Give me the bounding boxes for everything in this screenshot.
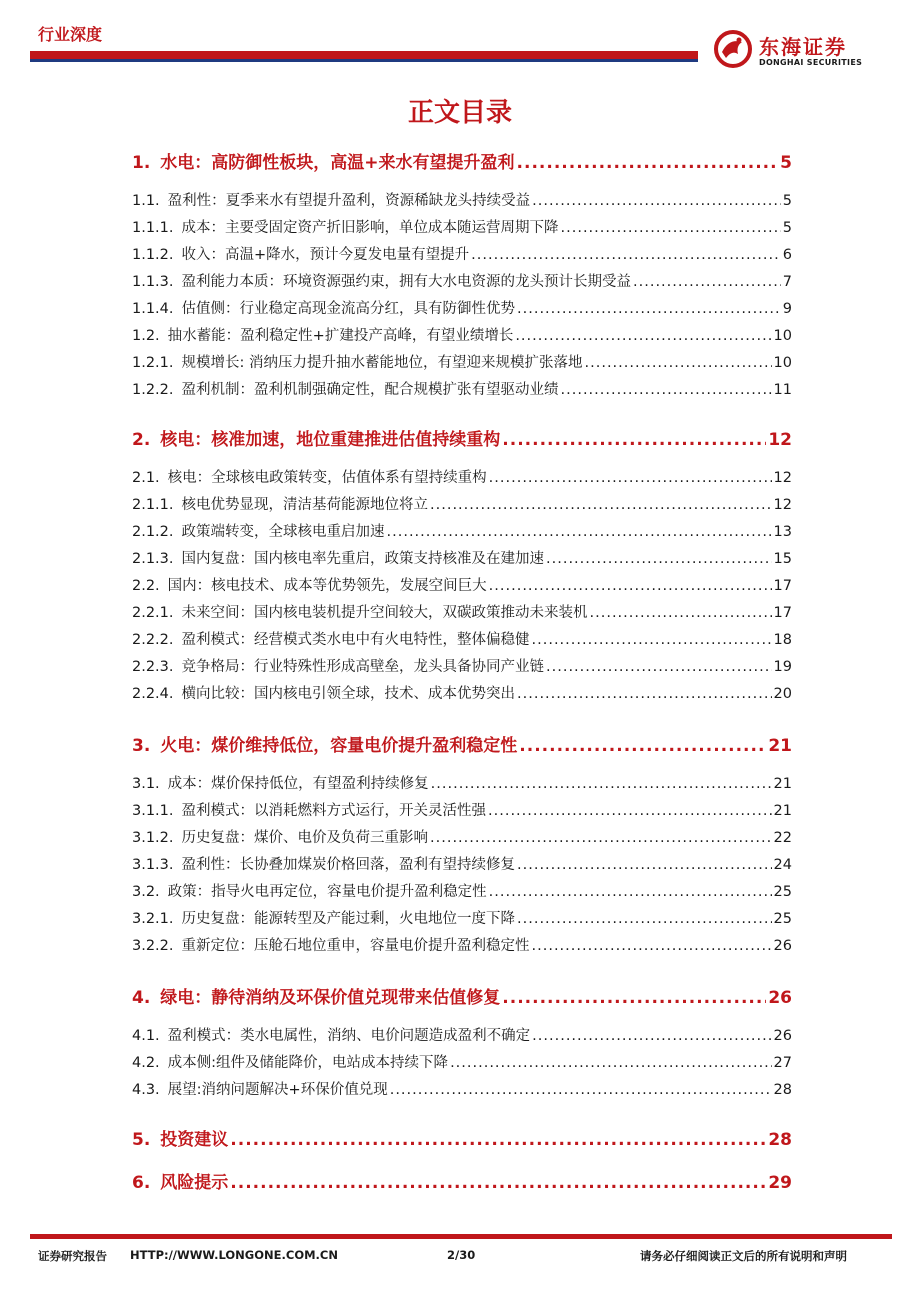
- toc-entry-page: 17: [773, 578, 792, 594]
- toc-dot-leader: [519, 736, 766, 756]
- toc-entry[interactable]: [132, 378, 792, 399]
- toc-dot-leader: [230, 1130, 766, 1150]
- toc-dot-leader: [489, 578, 772, 594]
- toc-entry-number: 2.1.1.: [132, 497, 174, 513]
- toc-entry-page: 21: [768, 736, 792, 756]
- toc-entry-number: 2.2.: [132, 578, 160, 594]
- toc-entry-title: 风险提示: [160, 1173, 229, 1193]
- toc-entry-number: 4.: [132, 988, 151, 1008]
- toc-dot-leader: [431, 776, 772, 792]
- toc-entry-number: 4.1.: [132, 1028, 160, 1044]
- logo-english-name: DONGHAI SECURITIES: [759, 58, 863, 67]
- toc-entry-title: 竞争格局：行业特殊性形成高壁垒，龙头具备协同产业链: [181, 659, 545, 675]
- toc-entry-page: 28: [773, 1082, 792, 1098]
- toc-entry[interactable]: [132, 351, 792, 372]
- toc-dot-leader: [450, 1055, 771, 1071]
- header-red-bar: [30, 51, 698, 59]
- toc-dot-leader: [387, 524, 772, 540]
- toc-entry-title: 估值侧：行业稳定高现金流高分红，具有防御性优势: [181, 301, 516, 317]
- footer-url[interactable]: HTTP://WWW.LONGONE.COM.CN: [130, 1248, 338, 1262]
- toc-entry-page: 7: [782, 274, 792, 290]
- toc-entry-title: 绿电：静待消纳及环保价值兑现带来估值修复: [160, 988, 501, 1008]
- footer-page-number: 2/30: [447, 1248, 476, 1262]
- toc-entry-title: 水电：高防御性板块，高温+来水有望提升盈利: [160, 153, 515, 173]
- toc-entry-number: 1.1.1.: [132, 220, 174, 236]
- toc-entry[interactable]: [132, 466, 792, 487]
- toc-dot-leader: [532, 632, 772, 648]
- toc-entry-title: 盈利模式：以消耗燃料方式运行，开关灵活性强: [181, 803, 487, 819]
- toc-entry-title: 横向比较：国内核电引领全球，技术、成本优势突出: [181, 686, 516, 702]
- toc-entry-title: 盈利能力本质：环境资源强约束，拥有大水电资源的龙头预计长期受益: [181, 274, 632, 290]
- toc-entry-page: 12: [773, 497, 792, 513]
- toc-entry-number: 1.1.4.: [132, 301, 174, 317]
- footer-disclaimer: 请务必仔细阅读正文后的所有说明和声明: [640, 1249, 847, 1263]
- toc-entry-page: 20: [773, 686, 792, 702]
- toc-dot-leader: [532, 938, 772, 954]
- toc-entry-page: 27: [773, 1055, 792, 1071]
- toc-entry-title: 核电优势显现，清洁基荷能源地位将立: [181, 497, 429, 513]
- toc-entry-number: 3.1.2.: [132, 830, 174, 846]
- logo-chinese-name: 东海证券: [759, 35, 847, 59]
- toc-dot-leader: [517, 911, 772, 927]
- toc-dot-leader: [633, 274, 781, 290]
- toc-entry-page: 24: [773, 857, 792, 873]
- toc-entry-page: 19: [773, 659, 792, 675]
- toc-dot-leader: [430, 497, 772, 513]
- toc-entry-number: 6.: [132, 1173, 151, 1193]
- toc-entry-page: 28: [768, 1130, 792, 1150]
- toc-entry[interactable]: [132, 1078, 792, 1099]
- footer-report-type: 证券研究报告: [38, 1249, 107, 1263]
- toc-entry-number: 3.2.2.: [132, 938, 174, 954]
- header-tag: 行业深度: [38, 25, 103, 44]
- toc-entry[interactable]: [132, 547, 792, 568]
- toc-dot-leader: [585, 355, 772, 371]
- toc-entry-page: 25: [773, 911, 792, 927]
- toc-entry-page: 12: [773, 470, 792, 486]
- toc-entry-page: 26: [773, 938, 792, 954]
- toc-entry[interactable]: [132, 682, 792, 703]
- toc-dot-leader: [517, 301, 781, 317]
- toc-entry-number: 2.1.: [132, 470, 160, 486]
- toc-entry[interactable]: [132, 601, 792, 622]
- toc-dot-leader: [471, 247, 781, 263]
- toc-entry-title: 收入：高温+降水，预计今夏发电量有望提升: [181, 247, 470, 263]
- dragon-logo-icon: [712, 28, 754, 70]
- toc-entry-title: 政策端转变，全球核电重启加速: [181, 524, 385, 540]
- toc-entry[interactable]: [132, 799, 792, 820]
- toc-entry-number: 2.2.1.: [132, 605, 174, 621]
- footer-red-line: [30, 1238, 892, 1239]
- toc-entry-number: 5.: [132, 1130, 151, 1150]
- toc-entry[interactable]: [132, 772, 792, 793]
- toc-entry-number: 3.: [132, 736, 151, 756]
- toc-entry-title: 盈利性：长协叠加煤炭价格回落，盈利有望持续修复: [181, 857, 516, 873]
- toc-entry-page: 15: [773, 551, 792, 567]
- toc-entry-number: 3.1.: [132, 776, 160, 792]
- toc-entry[interactable]: [132, 189, 792, 210]
- toc-entry-number: 1.1.2.: [132, 247, 174, 263]
- toc-entry-number: 4.3.: [132, 1082, 160, 1098]
- toc-entry[interactable]: [132, 853, 792, 874]
- toc-entry-title: 火电：煤价维持低位，容量电价提升盈利稳定性: [160, 736, 518, 756]
- toc-entry-number: 2.2.3.: [132, 659, 174, 675]
- toc-entry-page: 9: [782, 301, 792, 317]
- toc-entry[interactable]: [132, 297, 792, 318]
- toc-dot-leader: [561, 220, 781, 236]
- toc-entry-number: 2.2.2.: [132, 632, 174, 648]
- toc-entry-page: 22: [773, 830, 792, 846]
- toc-dot-leader: [489, 470, 772, 486]
- toc-entry-page: 26: [773, 1028, 792, 1044]
- toc-entry[interactable]: [132, 934, 792, 955]
- toc-entry-page: 11: [773, 382, 792, 398]
- toc-entry[interactable]: [132, 425, 792, 450]
- toc-entry-number: 1.2.1.: [132, 355, 174, 371]
- toc-dot-leader: [515, 328, 771, 344]
- toc-entry-title: 未来空间：国内核电装机提升空间较大，双碳政策推动未来装机: [181, 605, 588, 621]
- toc-entry-title: 成本：主要受固定资产折旧影响，单位成本随运营周期下降: [181, 220, 559, 236]
- toc-entry[interactable]: [132, 1051, 792, 1072]
- toc-entry-page: 5: [780, 153, 792, 173]
- toc-dot-leader: [590, 605, 772, 621]
- toc-entry[interactable]: [132, 148, 792, 173]
- toc-entry-number: 3.2.1.: [132, 911, 174, 927]
- toc-entry-title: 历史复盘：煤价、电价及负荷三重影响: [181, 830, 429, 846]
- toc-entry[interactable]: [132, 655, 792, 676]
- toc-entry-title: 核电：核准加速，地位重建推进估值持续重构: [160, 430, 501, 450]
- toc-entry[interactable]: [132, 826, 792, 847]
- toc-entry-number: 2.1.3.: [132, 551, 174, 567]
- toc-entry-page: 25: [773, 884, 792, 900]
- header-blue-bar: [30, 59, 698, 62]
- toc-entry-title: 展望:消纳问题解决+环保价值兑现: [167, 1082, 388, 1098]
- toc-entry[interactable]: [132, 493, 792, 514]
- toc-entry[interactable]: [132, 1168, 792, 1193]
- toc-entry-title: 成本侧:组件及储能降价，电站成本持续下降: [167, 1055, 449, 1071]
- toc-entry-number: 3.1.1.: [132, 803, 174, 819]
- toc-dot-leader: [430, 830, 772, 846]
- toc-entry-page: 10: [773, 328, 792, 344]
- toc-dot-leader: [502, 988, 766, 1008]
- toc-entry-page: 6: [782, 247, 792, 263]
- toc-entry-number: 1.: [132, 153, 151, 173]
- toc-entry-number: 1.2.: [132, 328, 160, 344]
- toc-title: 正文目录: [407, 98, 512, 128]
- toc-entry-title: 国内复盘：国内核电率先重启，政策支持核准及在建加速: [181, 551, 545, 567]
- toc-dot-leader: [489, 884, 772, 900]
- toc-entry-number: 1.1.3.: [132, 274, 174, 290]
- toc-dot-leader: [517, 857, 772, 873]
- toc-entry[interactable]: [132, 880, 792, 901]
- toc-entry-page: 21: [773, 803, 792, 819]
- toc-entry-title: 盈利模式：类水电属性，消纳、电价问题造成盈利不确定: [167, 1028, 531, 1044]
- toc-entry-page: 18: [773, 632, 792, 648]
- toc-entry[interactable]: [132, 520, 792, 541]
- toc-dot-leader: [532, 1028, 771, 1044]
- donghai-logo: [712, 28, 892, 72]
- toc-entry-title: 投资建议: [160, 1130, 229, 1150]
- toc-entry-title: 核电：全球核电政策转变，估值体系有望持续重构: [167, 470, 487, 486]
- toc-dot-leader: [390, 1082, 772, 1098]
- toc-entry[interactable]: [132, 324, 792, 345]
- toc-entry-title: 盈利模式：经营模式类水电中有火电特性，整体偏稳健: [181, 632, 530, 648]
- toc-dot-leader: [502, 430, 766, 450]
- toc-dot-leader: [517, 153, 779, 173]
- toc-entry-title: 盈利性：夏季来水有望提升盈利，资源稀缺龙头持续受益: [167, 193, 531, 209]
- toc-entry[interactable]: [132, 1125, 792, 1150]
- toc-entry-title: 盈利机制：盈利机制强确定性，配合规模扩张有望驱动业绩: [181, 382, 559, 398]
- toc-entry-number: 2.1.2.: [132, 524, 174, 540]
- toc-entry[interactable]: [132, 983, 792, 1008]
- toc-entry-title: 重新定位：压舱石地位重申，容量电价提升盈利稳定性: [181, 938, 530, 954]
- toc-entry[interactable]: [132, 907, 792, 928]
- toc-entry[interactable]: [132, 216, 792, 237]
- toc-entry-page: 29: [768, 1173, 792, 1193]
- toc-entry[interactable]: [132, 731, 792, 756]
- toc-dot-leader: [230, 1173, 766, 1193]
- toc-entry-page: 17: [773, 605, 792, 621]
- toc-entry-number: 3.2.: [132, 884, 160, 900]
- toc-entry-title: 政策：指导火电再定位，容量电价提升盈利稳定性: [167, 884, 487, 900]
- toc-dot-leader: [517, 686, 772, 702]
- toc-entry-page: 26: [768, 988, 792, 1008]
- toc-entry-page: 12: [768, 430, 792, 450]
- toc-entry-number: 4.2.: [132, 1055, 160, 1071]
- toc-entry-title: 规模增长: 消纳压力提升抽水蓄能地位，有望迎来规模扩张落地: [181, 355, 583, 371]
- toc-entry[interactable]: [132, 574, 792, 595]
- toc-entry-title: 国内：核电技术、成本等优势领先，发展空间巨大: [167, 578, 487, 594]
- toc-entry-page: 13: [773, 524, 792, 540]
- toc-entry[interactable]: [132, 243, 792, 264]
- toc-dot-leader: [546, 551, 772, 567]
- toc-dot-leader: [561, 382, 772, 398]
- toc-entry-number: 2.2.4.: [132, 686, 174, 702]
- toc-entry[interactable]: [132, 628, 792, 649]
- toc-entry-number: 3.1.3.: [132, 857, 174, 873]
- toc-entry-title: 抽水蓄能：盈利稳定性+扩建投产高峰，有望业绩增长: [167, 328, 514, 344]
- toc-entry-number: 1.1.: [132, 193, 160, 209]
- toc-entry-title: 成本：煤价保持低位，有望盈利持续修复: [167, 776, 429, 792]
- toc-dot-leader: [532, 193, 781, 209]
- toc-entry-number: 2.: [132, 430, 151, 450]
- toc-dot-leader: [488, 803, 772, 819]
- toc-entry[interactable]: [132, 1024, 792, 1045]
- toc-entry-page: 5: [782, 220, 792, 236]
- toc-entry-page: 5: [782, 193, 792, 209]
- toc-entry-page: 10: [773, 355, 792, 371]
- toc-entry-page: 21: [773, 776, 792, 792]
- toc-entry-number: 1.2.2.: [132, 382, 174, 398]
- toc-dot-leader: [546, 659, 772, 675]
- toc-entry-title: 历史复盘：能源转型及产能过剩，火电地位一度下降: [181, 911, 516, 927]
- toc-entry[interactable]: [132, 270, 792, 291]
